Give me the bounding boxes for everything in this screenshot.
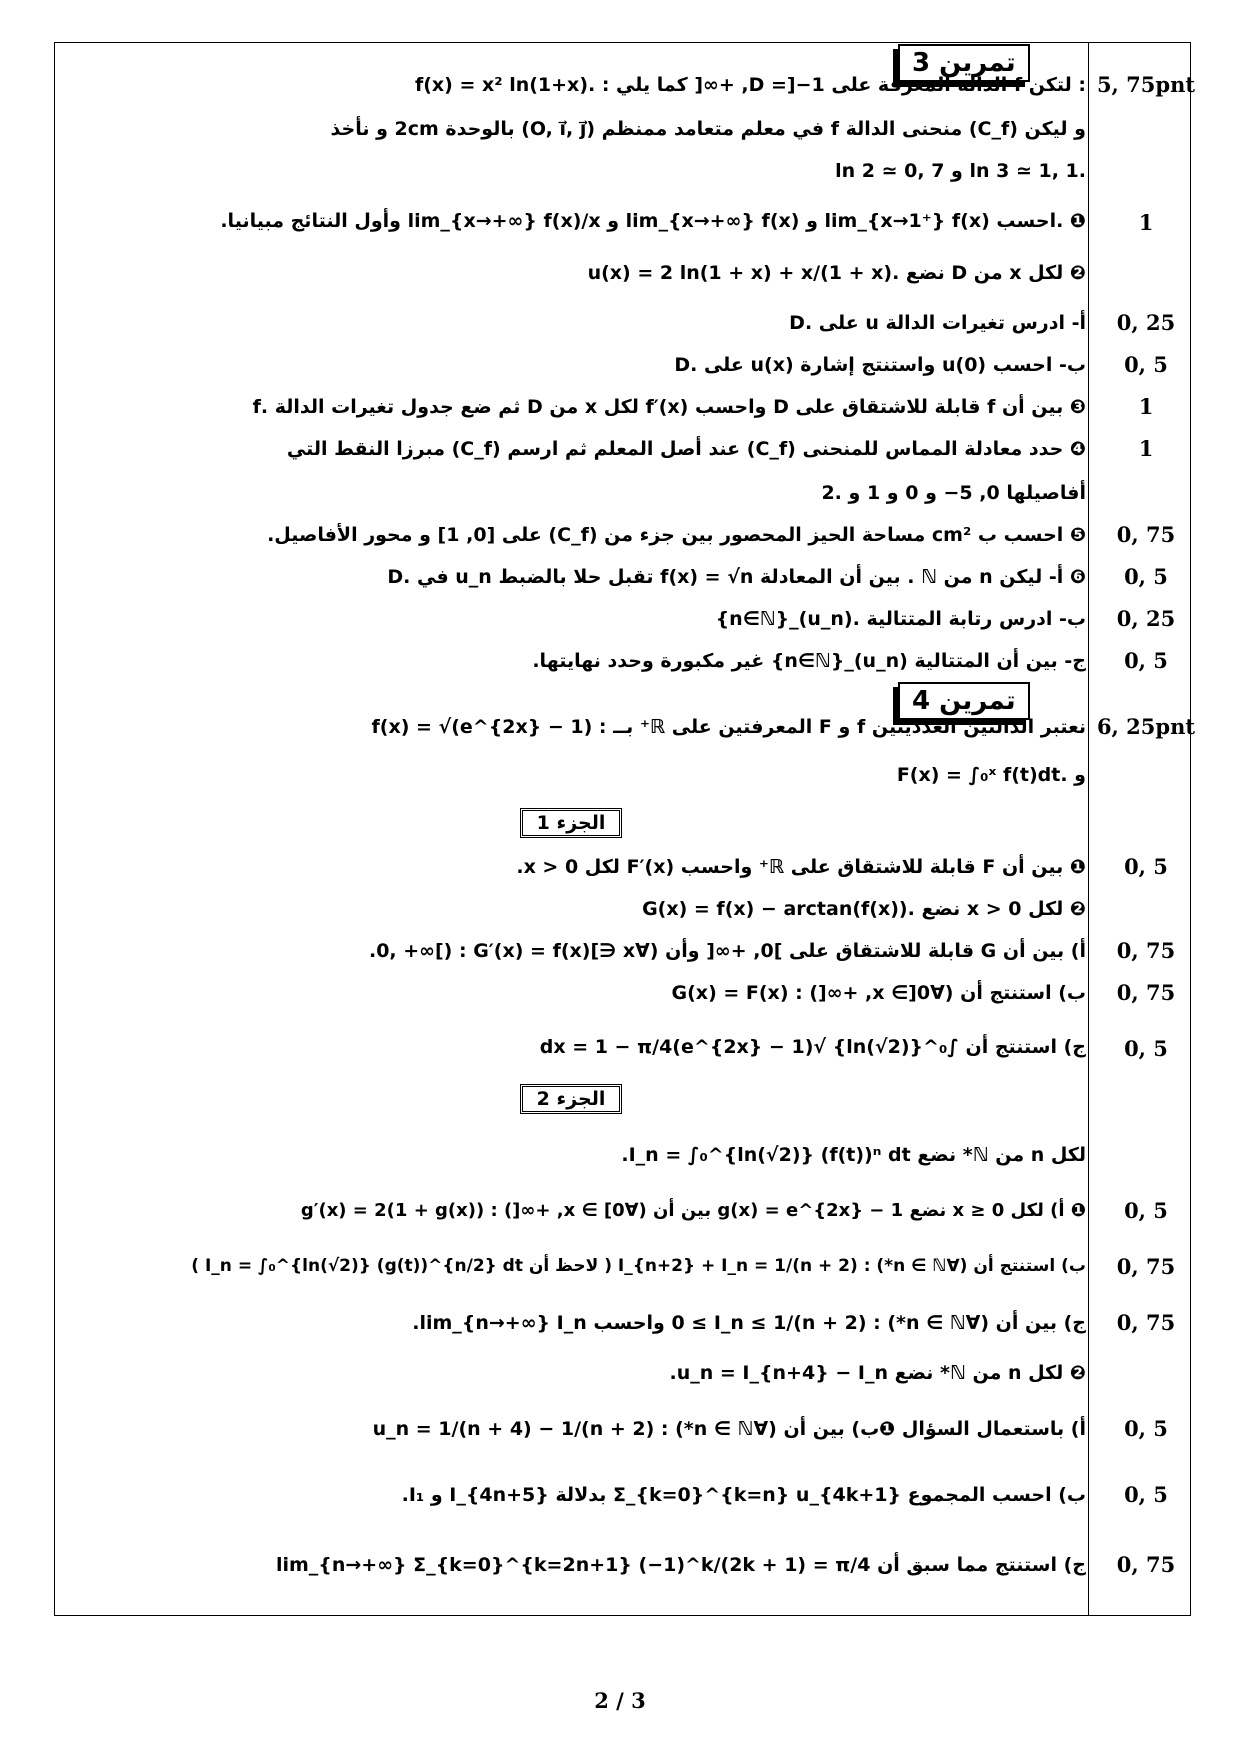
part2-question: ج) بين أن (∀n ∈ ℕ*) : 0 ≤ I_n ≤ 1/(n + 2) واحسب lim_{n→+∞} I_n. [412,1312,1086,1334]
score: 0, 75 [1116,522,1176,547]
score: 0, 75 [1116,1310,1176,1335]
score: 0, 25 [1116,310,1176,335]
ex3-line: و ليكن (C_f) منحنى الدالة f في معلم متعامد ممنظم (O, i⃗, j⃗) بالوحدة 2cm و نأخذ [330,118,1086,140]
ex3-question-4: ❹ حدد معادلة المماس للمنحنى (C_f) عند أصل المعلم ثم ارسم (C_f) مبرزا النقط التي [286,438,1086,460]
part1-question: ب) استنتج أن (∀x ∈]0, +∞[) : G(x) = F(x) [671,982,1086,1004]
score: 0, 5 [1124,854,1168,879]
score: 1 [1138,394,1154,419]
ex3-line: : لتكن f الدالة المعرفة على D =]−1, +∞[ كما يلي : .f(x) = x² ln(1+x) [414,74,1086,96]
score: 0, 75 [1116,938,1176,963]
part1-question: أ) بين أن G قابلة للاشتقاق على ]0, +∞[ وأن (∀x ∈]0, +∞[) : G′(x) = f(x). [368,940,1086,962]
score: 1 [1138,210,1154,235]
score: 0, 5 [1124,1036,1168,1061]
ex3-question-4-cont: أفاصيلها 0, 5− و 0 و 1 و .2 [821,482,1086,504]
ex3-question-1: ❶ .احسب lim_{x→1⁺} f(x) و lim_{x→+∞} f(x) و lim_{x→+∞} f(x)/x وأول النتائج مبيانيا. [220,210,1086,232]
part1-question: ج) استنتج أن ∫₀^{ln(√2)} √(e^{2x} − 1)dx = 1 − π/4 [539,1036,1086,1058]
ex4-intro: نعتبر الدالتين العدديتين f و F المعرفتين على ℝ⁺ بــ : f(x) = √(e^{2x} − 1) [371,716,1086,738]
score: 0, 25 [1116,606,1176,631]
ex3-question-6c: ج- بين أن المتتالية (u_n)_{n∈ℕ} غير مكبورة وحدد نهايتها. [532,650,1086,672]
ex3-question-6a: ❻ أ- ليكن n من ℕ . بين أن المعادلة f(x) = √n تقبل حلا بالضبط u_n في .D [387,566,1086,588]
ex3-question-2: ❷ لكل x من D نضع .u(x) = 2 ln(1 + x) + x/(1 + x) [587,262,1086,284]
score: 0, 5 [1124,352,1168,377]
exercise-3-points: 5, 75pnt [1096,72,1196,97]
ex3-line: .ln 3 ≃ 1, 1 و ln 2 ≃ 0, 7 [835,160,1086,182]
ex3-question-2b: ب- احسب u(0) واستنتج إشارة u(x) على .D [674,354,1086,376]
ex3-question-3: ❸ بين أن f قابلة للاشتقاق على D واحسب f′(x) لكل x من D ثم ضع جدول تغيرات الدالة .f [252,396,1086,418]
part2-question: ب) احسب المجموع Σ_{k=0}^{k=n} u_{4k+1} بدلالة I_{4n+5} و I₁. [401,1484,1086,1506]
part2-question: أ) باستعمال السؤال ❶ب) بين أن (∀n ∈ ℕ*) : u_n = 1/(n + 4) − 1/(n + 2) [372,1418,1086,1440]
part-2-heading [56,1084,1086,1114]
score: 0, 5 [1124,1198,1168,1223]
score: 1 [1138,436,1154,461]
part-1-heading [56,808,1086,838]
exercise-4-title: تمرين 4 [898,682,1030,720]
part1-question: ❷ لكل x > 0 نضع .G(x) = f(x) − arctan(f(x)) [642,898,1086,920]
part2-question: ج) استنتج مما سبق أن lim_{n→+∞} Σ_{k=0}^{k=2n+1} (−1)^k/(2k + 1) = π/4 [275,1554,1086,1576]
exercise-4-points: 6, 25pnt [1096,714,1196,739]
ex4-intro: و .F(x) = ∫₀ˣ f(t)dt [896,764,1086,786]
score: 0, 5 [1124,564,1168,589]
part1-question: ❶ بين أن F قابلة للاشتقاق على ℝ⁺ واحسب F′(x) لكل x > 0. [516,856,1086,878]
score: 0, 75 [1116,1552,1176,1577]
part-1-title: الجزء 1 [520,808,623,838]
part2-question: ❶ أ) لكل x ≥ 0 نضع g(x) = e^{2x} − 1 بين أن (∀x ∈ [0, +∞[) : g′(x) = 2(1 + g(x)) [300,1200,1086,1221]
score: 0, 5 [1124,648,1168,673]
part-2-title: الجزء 2 [520,1084,623,1114]
exercise-3-title: تمرين 3 [898,44,1030,82]
score: 0, 75 [1116,980,1176,1005]
part2-question: ب) استنتج أن (∀n ∈ ℕ*) : I_{n+2} + I_n = 1/(n + 2) ( لاحظ أن I_n = ∫₀^{ln(√2)} (g(t))^{n/2} dt ) [191,1256,1086,1276]
points-column-divider [1088,42,1089,1616]
score: 0, 75 [1116,1254,1176,1279]
ex3-question-2a: أ- ادرس تغيرات الدالة u على .D [789,312,1086,334]
ex3-question-6b: ب- ادرس رتابة المتتالية .(u_n)_{n∈ℕ} [715,608,1086,630]
part2-question: ❷ لكل n من ℕ* نضع u_n = I_{n+4} − I_n. [669,1362,1086,1384]
page-number: 2 / 3 [594,1688,646,1713]
score: 0, 5 [1124,1482,1168,1507]
score: 0, 5 [1124,1416,1168,1441]
part2-question: لكل n من ℕ* نضع I_n = ∫₀^{ln(√2)} (f(t))ⁿ dt. [621,1144,1086,1166]
ex3-question-5: ❺ احسب ب cm² مساحة الحيز المحصور بين جزء من (C_f) على [0, 1] و محور الأفاصيل. [267,524,1086,546]
